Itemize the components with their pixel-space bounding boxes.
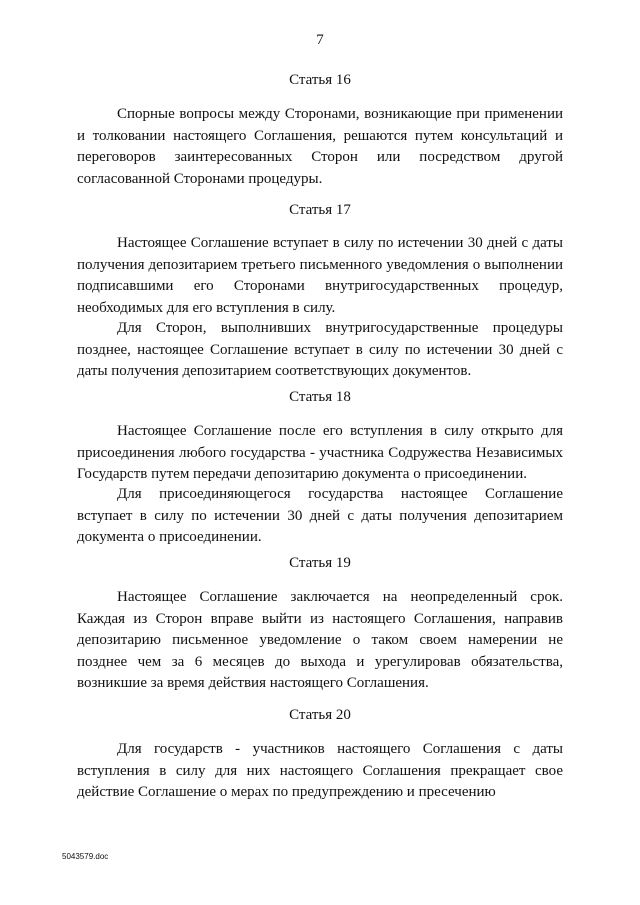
article-17-heading: Статья 17 bbox=[289, 202, 351, 218]
article-20-heading: Статья 20 bbox=[289, 707, 351, 723]
article-16-heading: Статья 16 bbox=[289, 72, 351, 88]
article-18-paragraph-2: Для присоединяющегося государства настоящее Соглашение вступает в силу по истечении 30 дней с даты получения депозитарием документа о присоединении. bbox=[77, 486, 563, 545]
article-17-paragraph-1: Настоящее Соглашение вступает в силу по истечении 30 дней с даты получения депозитарием третьего письменного уведомления о выполнении подписавшими его Сторонами внутригосударственных процедур, необходимых для его вступления в силу. bbox=[77, 235, 563, 316]
article-16-paragraph-1: Спорные вопросы между Сторонами, возникающие при применении и толковании настоящего Соглашения, решаются путем консультаций и переговоров заинтересованных Сторон или посредством другой согласованной Сторонами процедуры. bbox=[77, 106, 563, 187]
article-17-paragraph-2: Для Сторон, выполнивших внутригосударственные процедуры позднее, настоящее Соглашение вступает в силу по истечении 30 дней с даты получения депозитарием соответствующих документов. bbox=[77, 320, 563, 379]
article-19-paragraph-1: Настоящее Соглашение заключается на неопределенный срок. Каждая из Сторон вправе выйти из настоящего Соглашения, направив депозитарию письменное уведомление о таком своем намерении не позднее чем за 6 месяцев до выхода и урегулировав обязательства, возникшие за время действия настоящего Соглашения. bbox=[77, 589, 563, 691]
article-19-heading: Статья 19 bbox=[289, 555, 351, 571]
page-number: 7 bbox=[316, 32, 324, 48]
document-filename: 5043579.doc bbox=[62, 852, 109, 861]
article-18-paragraph-1: Настоящее Соглашение после его вступления в силу открыто для присоединения любого государства - участника Содружества Независимых Государств путем передачи депозитарию документа о присоединении. bbox=[77, 423, 563, 482]
article-18-heading: Статья 18 bbox=[289, 389, 351, 405]
article-20-paragraph-1: Для государств - участников настоящего Соглашения с даты вступления в силу для них настоящего Соглашения прекращает свое действие Соглашение о мерах по предупреждению и пресечению bbox=[77, 741, 563, 800]
